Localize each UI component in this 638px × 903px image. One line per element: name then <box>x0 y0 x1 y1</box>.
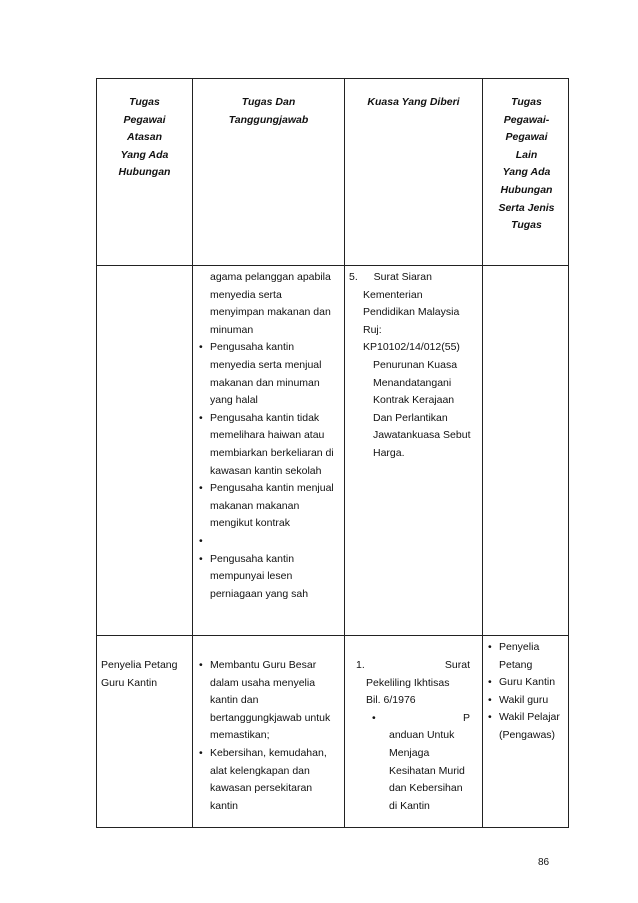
bullet-icon: • <box>199 552 203 565</box>
header-duties: Tugas Dan Tanggungjawab <box>228 96 309 126</box>
list-item: • Wakil Pelajar (Pengawas) <box>488 711 560 741</box>
row2-authority: 1. Surat Pekeliling Ikhtisas Bil. 6/1976 • P anduan Untuk Menjaga Kesihatan Murid dan Kebersihan di Kantin <box>356 657 478 815</box>
header-officer: Tugas Pegawai Atasan Yang Ada Hubungan <box>118 96 171 179</box>
bullet-icon: • <box>199 341 203 354</box>
list-item: • Pengusaha kantin mempunyai lesen perniagaan yang sah <box>199 552 309 600</box>
authority-bullet: • P <box>372 711 470 724</box>
list-item: • Membantu Guru Besar dalam usaha menyelia kantin dan bertanggungkjawab untuk memastikan; <box>199 659 331 742</box>
bullet-icon: • <box>199 534 203 547</box>
document-table <box>96 78 569 828</box>
other-officers-list <box>486 639 570 745</box>
bullet-icon: • <box>199 411 203 424</box>
row1-duties <box>197 269 343 603</box>
list-item: • Penyelia Petang <box>488 641 540 671</box>
bullet-icon: • <box>488 711 492 724</box>
authority-item-1: 1. Surat <box>356 659 470 671</box>
header-other-officers: Tugas Pegawai- Pegawai Lain Yang Ada Hubungan Serta Jenis Tugas <box>498 96 555 232</box>
header-authority: Kuasa Yang Diberi <box>367 96 460 108</box>
row1-authority: 5. Surat Siaran Kementerian Pendidikan Malaysia Ruj: KP10102/14/012(55) Penurunan Kuasa Menandatangani Kontrak Kerajaan Dan Perlantikan Jawatankuasa Sebut Harga. <box>349 269 481 463</box>
duties-bullet-list <box>197 339 343 603</box>
column-divider <box>192 79 193 827</box>
authority-subtext: anduan Untuk Menjaga Kesihatan Murid dan Kebersihan di Kantin <box>389 729 465 812</box>
list-item: • Wakil guru <box>486 692 570 710</box>
duties-bullet-list <box>197 657 343 815</box>
bullet-icon: • <box>488 641 492 653</box>
list-item: • Kebersihan, kemudahan, alat kelengkapan dan kawasan persekitaran kantin <box>199 746 327 812</box>
row2-duties <box>197 657 343 815</box>
row2-officer: Penyelia Petang Guru Kantin <box>101 659 178 689</box>
list-item <box>197 533 343 551</box>
bullet-icon: • <box>199 659 203 671</box>
bullet-icon: • <box>488 693 492 706</box>
row-divider <box>97 265 568 266</box>
column-divider <box>344 79 345 827</box>
bullet-icon: • <box>199 746 203 759</box>
row2-other-officers <box>486 639 570 745</box>
bullet-icon: • <box>199 482 203 495</box>
page-number: 86 <box>538 857 550 868</box>
bullet-icon: • <box>488 676 492 689</box>
list-item: • Pengusaha kantin menyedia serta menjual makanan dan minuman yang halal <box>199 341 322 407</box>
authority-item-5: 5. Surat Siaran <box>349 271 432 283</box>
bullet-icon: • <box>372 711 376 724</box>
list-item: • Pengusaha kantin tidak memelihara haiwan atau membiarkan berkeliaran di kawasan kantin sekolah <box>199 411 334 477</box>
row-divider <box>97 635 568 636</box>
list-item: • Pengusaha kantin menjual makanan makanan mengikut kontrak <box>199 482 334 530</box>
duties-lead-text: agama pelanggan apabila menyedia serta menyimpan makanan dan minuman <box>210 271 331 336</box>
authority-subtext: Penurunan Kuasa Menandatangani Kontrak Kerajaan Dan Perlantikan Jawatankuasa Sebut Harga. <box>373 358 471 459</box>
list-item: • Guru Kantin <box>486 674 570 692</box>
